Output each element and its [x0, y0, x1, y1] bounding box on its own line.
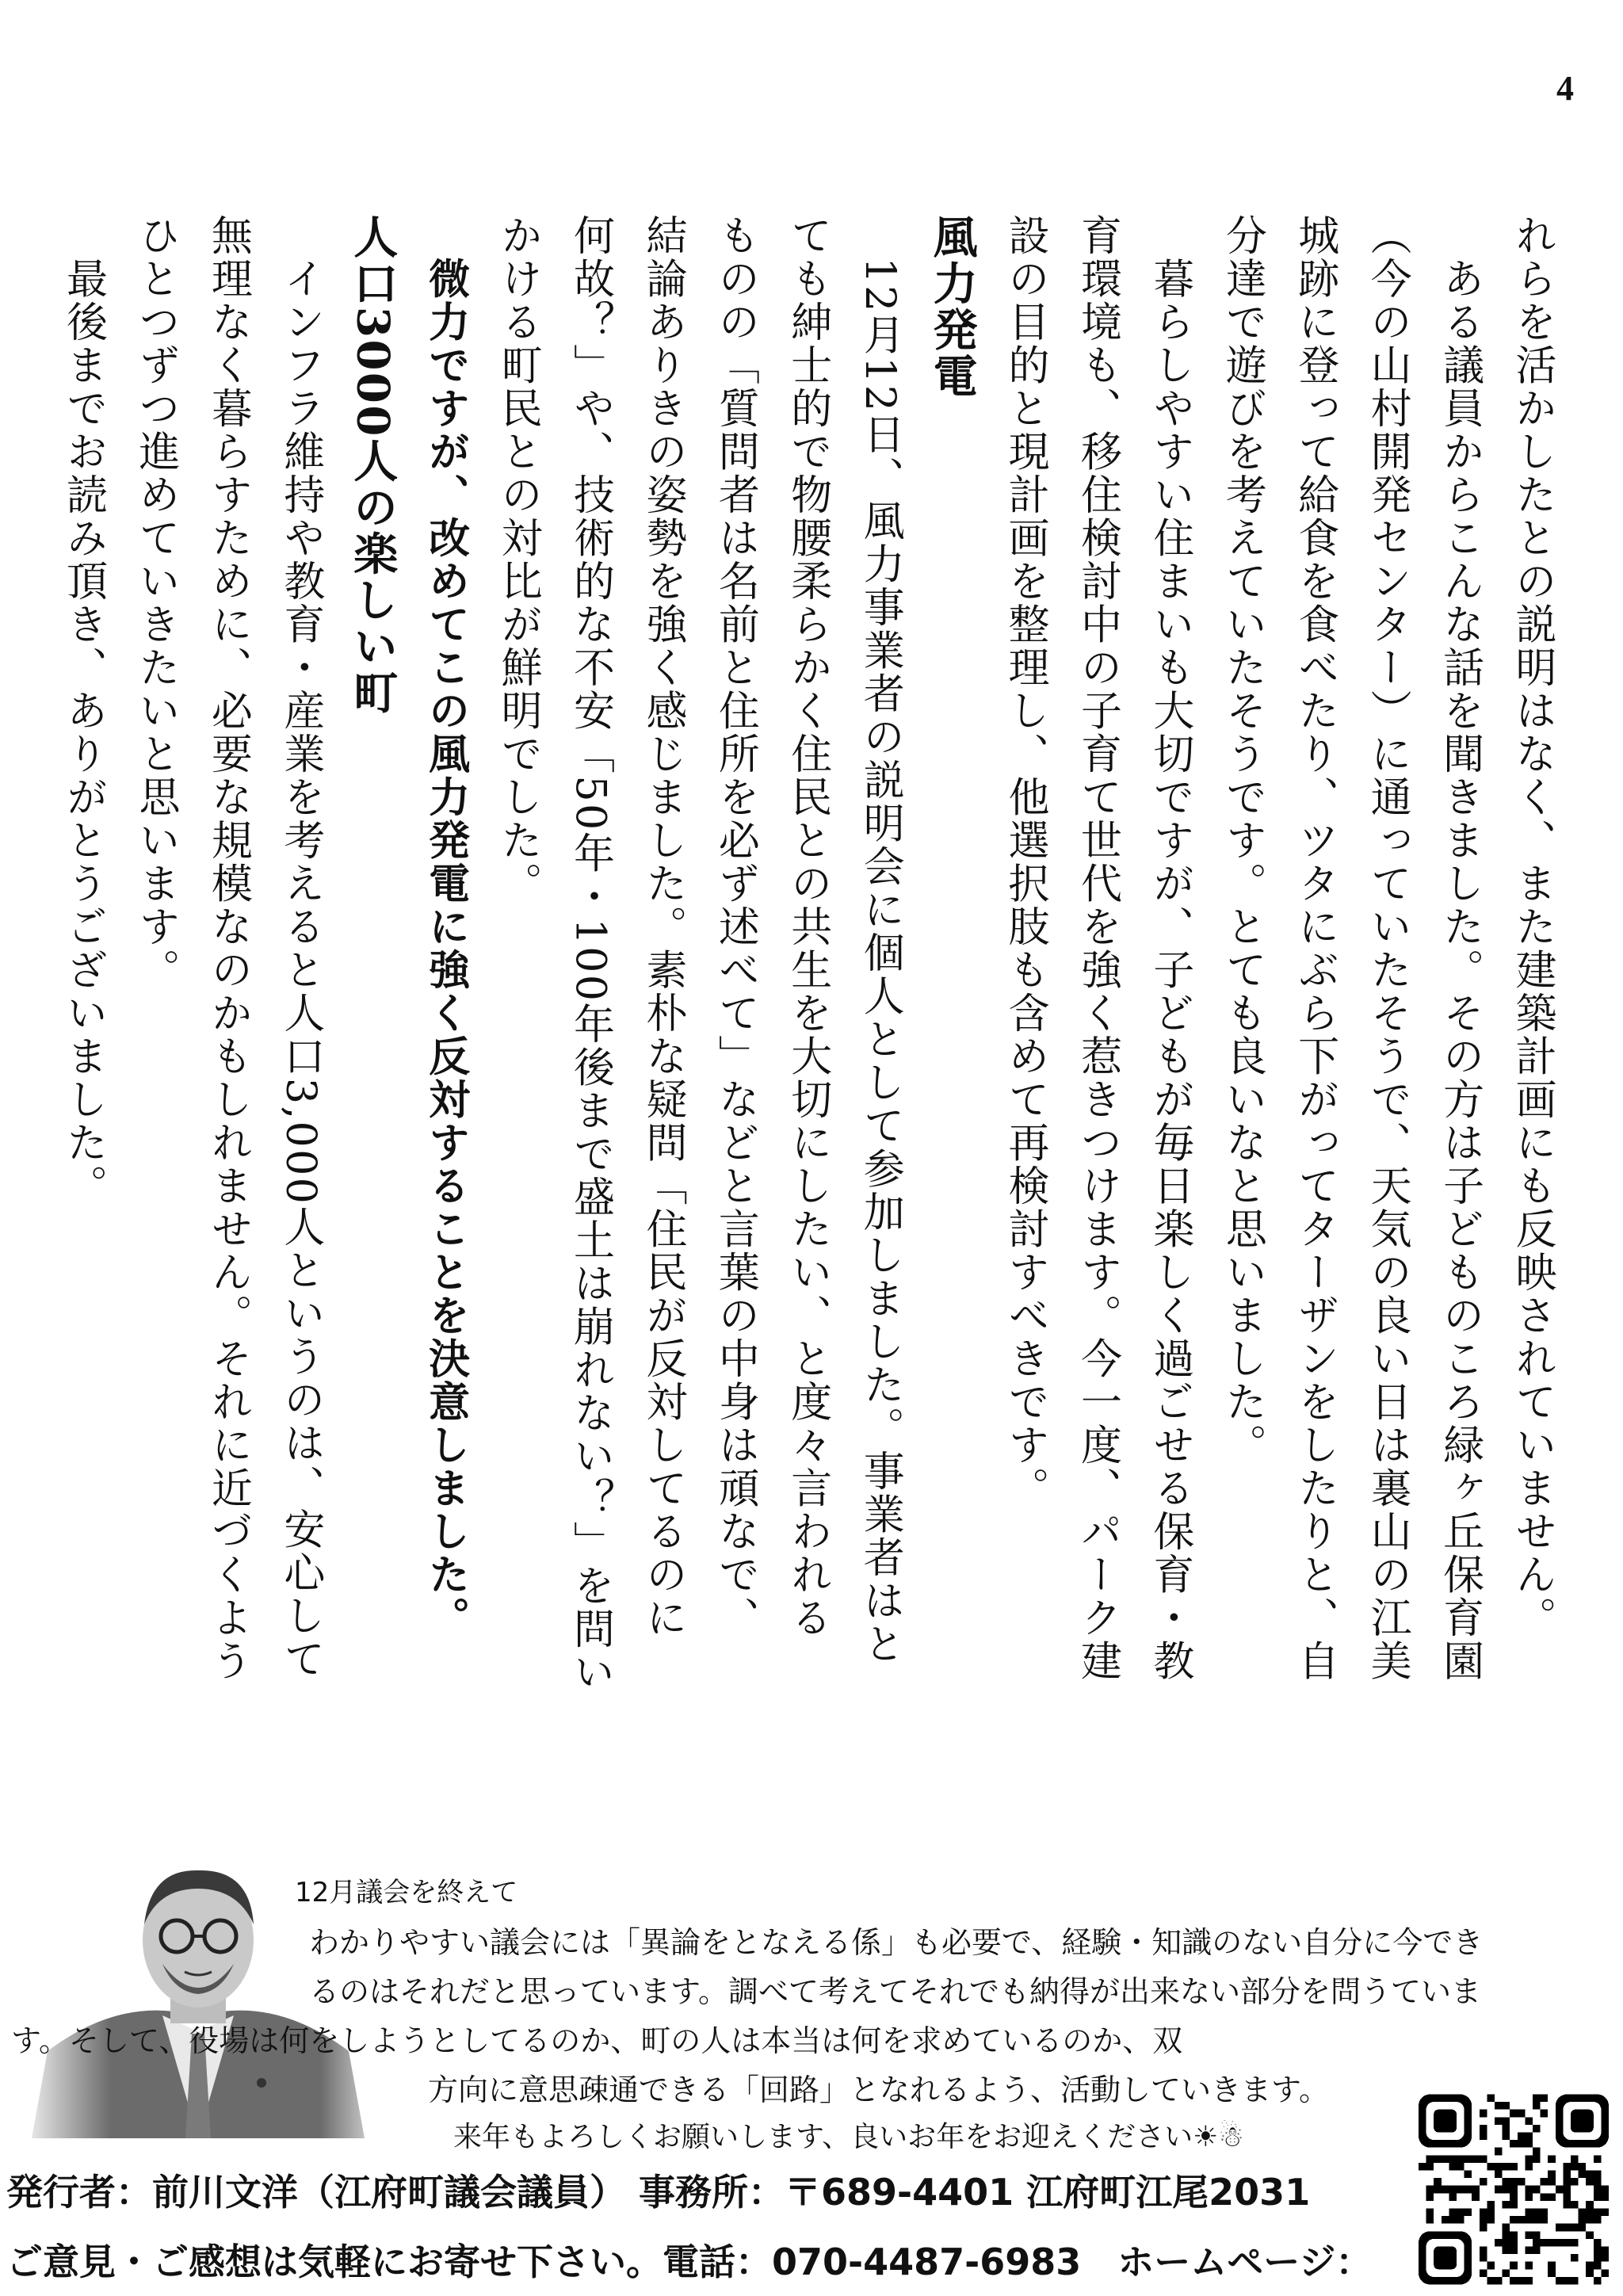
- section-heading: 人口3000人の楽しい町: [346, 214, 399, 716]
- qr-module: [1548, 2171, 1556, 2179]
- qr-module: [1503, 2201, 1510, 2209]
- qr-module: [1563, 2239, 1571, 2247]
- qr-module: [1518, 2277, 1526, 2285]
- article-column: インフラ維持や教育・産業を考えると人口3,000人というのは、安心して: [276, 257, 324, 1681]
- qr-module: [1525, 2277, 1533, 2285]
- qr-module: [1586, 2262, 1594, 2270]
- qr-module: [1533, 2125, 1541, 2133]
- qr-module: [1541, 2095, 1549, 2103]
- message-line-3: す。そして、役場は何をしようとしてるのか、町の人は本当は何を求めているのか、双: [11, 2023, 1183, 2058]
- qr-module: [1563, 2224, 1571, 2232]
- qr-module: [1601, 2254, 1609, 2262]
- qr-module: [1548, 2269, 1556, 2277]
- qr-module: [1525, 2231, 1533, 2239]
- qr-module: [1503, 2163, 1510, 2171]
- qr-module: [1556, 2277, 1564, 2285]
- qr-module: [1525, 2186, 1533, 2194]
- qr-module: [1442, 2155, 1449, 2163]
- article-column: 何故？」や、技術的な不安「50年・100年後まで盛土は崩れない？」を問い: [566, 214, 614, 1694]
- qr-module: [1601, 2193, 1609, 2201]
- qr-module: [1579, 2209, 1587, 2217]
- qr-module: [1563, 2163, 1571, 2171]
- qr-module: [1533, 2231, 1541, 2239]
- qr-module: [1510, 2193, 1518, 2201]
- qr-module: [1487, 2095, 1495, 2103]
- qr-module: [1533, 2239, 1541, 2247]
- qr-module: [1518, 2140, 1526, 2148]
- qr-module: [1548, 2178, 1556, 2186]
- article-column: 城跡に登って給食を食べたり、ツタにぶら下がってターザンをしたりと、自: [1290, 214, 1338, 1683]
- article-column: 無理なく暮らすために、必要な規模なのかもしれません。それに近づくよう: [204, 214, 252, 1683]
- article-column: 設の目的と現計画を整理し、他選択肢も含めて再検討すべきです。: [1001, 214, 1049, 1510]
- article-column: 最後までお読み頂き、ありがとうございました。: [59, 257, 107, 1208]
- qr-module: [1480, 2247, 1487, 2255]
- qr-module: [1518, 2133, 1526, 2141]
- qr-module: [1533, 2095, 1541, 2103]
- qr-module: [1541, 2110, 1549, 2118]
- qr-module: [1449, 2163, 1457, 2171]
- qr-module: [1449, 2209, 1457, 2217]
- qr-module: [1510, 2110, 1518, 2118]
- qr-module: [1579, 2171, 1587, 2179]
- qr-module: [1594, 2247, 1602, 2255]
- qr-module: [1579, 2216, 1587, 2224]
- qr-module: [1556, 2239, 1564, 2247]
- qr-module: [1563, 2277, 1571, 2285]
- qr-module: [1525, 2209, 1533, 2217]
- qr-module: [1586, 2209, 1594, 2217]
- qr-module: [1472, 2186, 1480, 2194]
- qr-module: [1495, 2102, 1503, 2110]
- qr-module: [1548, 2155, 1556, 2163]
- qr-module: [1503, 2186, 1510, 2194]
- contact-line: ご意見・ご感想は気軽にお寄せ下さい。電話：070-4487-6983 ホームページ：: [6, 2241, 1373, 2283]
- qr-module: [1472, 2155, 1480, 2163]
- article-column: 結論ありきの姿勢を強く感じました。素朴な疑問「住民が反対してるのに: [638, 214, 686, 1640]
- qr-module: [1503, 2117, 1510, 2125]
- qr-module: [1533, 2102, 1541, 2110]
- qr-module: [1503, 2269, 1510, 2277]
- qr-module: [1594, 2209, 1602, 2217]
- qr-module: [1487, 2277, 1495, 2285]
- qr-module: [1510, 2186, 1518, 2194]
- qr-module: [1541, 2193, 1549, 2201]
- qr-module: [1480, 2133, 1487, 2141]
- qr-module: [1541, 2209, 1549, 2217]
- qr-module: [1480, 2155, 1487, 2163]
- qr-module: [1518, 2110, 1526, 2118]
- article-column: れらを活かしたとの説明はなく、また建築計画にも反映されていません。: [1508, 214, 1556, 1640]
- qr-module: [1525, 2216, 1533, 2224]
- qr-module: [1426, 2209, 1434, 2217]
- qr-module: [1503, 2231, 1510, 2239]
- qr-module: [1525, 2117, 1533, 2125]
- qr-module: [1571, 2254, 1579, 2262]
- qr-module: [1457, 2186, 1465, 2194]
- qr-module: [1510, 2262, 1518, 2270]
- qr-module: [1533, 2155, 1541, 2163]
- qr-module: [1480, 2216, 1487, 2224]
- qr-module: [1487, 2209, 1495, 2217]
- qr-module: [1525, 2262, 1533, 2270]
- qr-module: [1571, 2163, 1579, 2171]
- publisher-info: [0, 2164, 1419, 2296]
- article-column: 12月12日、風力事業者の説明会に個人として参加しました。事業者はと: [856, 257, 904, 1666]
- qr-module: [1434, 2186, 1442, 2194]
- qr-module: [1510, 2247, 1518, 2255]
- qr-module: [1487, 2163, 1495, 2171]
- qr-module: [1594, 2193, 1602, 2201]
- qr-module: [1586, 2171, 1594, 2179]
- qr-module: [1594, 2254, 1602, 2262]
- qr-module: [1480, 2178, 1487, 2186]
- qr-module: [1503, 2178, 1510, 2186]
- qr-module: [1533, 2186, 1541, 2194]
- qr-module: [1449, 2186, 1457, 2194]
- qr-module: [1457, 2163, 1465, 2171]
- qr-module: [1442, 2216, 1449, 2224]
- article-column: ある議員からこんな話を聞きました。その方は子どものころ緑ヶ丘保育園: [1435, 257, 1484, 1683]
- qr-module: [1571, 2201, 1579, 2209]
- qr-module: [1426, 2163, 1434, 2171]
- qr-module: [1457, 2155, 1465, 2163]
- qr-module: [1442, 2186, 1449, 2194]
- qr-module: [1525, 2247, 1533, 2255]
- qr-module: [1480, 2110, 1487, 2118]
- qr-module: [1525, 2193, 1533, 2201]
- qr-module: [1571, 2277, 1579, 2285]
- qr-module: [1465, 2155, 1472, 2163]
- qr-code-icon[interactable]: [1419, 2092, 1609, 2286]
- qr-module: [1548, 2193, 1556, 2201]
- message-line-2: るのはそれだと思っています。調べて考えてそれでも納得が出来ない部分を問うていま: [309, 1974, 1481, 2009]
- article-column: 暮らしやすい住まいも大切ですが、子どもが毎日楽しく過ごせる保育・教: [1145, 257, 1193, 1683]
- qr-module: [1533, 2148, 1541, 2156]
- qr-module: [1487, 2201, 1495, 2209]
- article-column: 微力ですが、改めてこの風力発電に強く反対することを決意しました。: [421, 257, 470, 1640]
- qr-module: [1465, 2171, 1472, 2179]
- qr-module: [1449, 2216, 1457, 2224]
- qr-module: [1510, 2163, 1518, 2171]
- qr-module: [1563, 2178, 1571, 2186]
- qr-module: [1586, 2178, 1594, 2186]
- article-body: [48, 214, 1569, 1807]
- qr-module: [1465, 2209, 1472, 2217]
- qr-module: [1571, 2239, 1579, 2247]
- qr-module: [1571, 2155, 1579, 2163]
- qr-module: [1426, 2193, 1434, 2201]
- qr-module: [1503, 2125, 1510, 2133]
- qr-module: [1426, 2186, 1434, 2194]
- qr-module: [1533, 2209, 1541, 2217]
- qr-module: [1541, 2216, 1549, 2224]
- qr-module: [1594, 2178, 1602, 2186]
- qr-module: [1586, 2216, 1594, 2224]
- qr-module: [1541, 2239, 1549, 2247]
- qr-module: [1510, 2277, 1518, 2285]
- qr-module: [1579, 2163, 1587, 2171]
- qr-module: [1518, 2178, 1526, 2186]
- qr-module: [1556, 2186, 1564, 2194]
- qr-module: [1571, 2178, 1579, 2186]
- qr-module: [1419, 2163, 1426, 2171]
- qr-module: [1449, 2193, 1457, 2201]
- message-line-5: 来年もよろしくお願いします、良いお年をお迎えください☀☃: [453, 2121, 1244, 2153]
- qr-module: [1487, 2262, 1495, 2270]
- message-line-1: わかりやすい議会には「異論をとなえる係」も必要で、経験・知識のない自分に今でき: [309, 1925, 1484, 1960]
- qr-module: [1518, 2216, 1526, 2224]
- qr-module: [1563, 2171, 1571, 2179]
- qr-module: [1601, 2247, 1609, 2255]
- qr-module: [1556, 2224, 1564, 2232]
- qr-module: [1525, 2140, 1533, 2148]
- qr-module: [1525, 2133, 1533, 2141]
- qr-module: [1510, 2201, 1518, 2209]
- qr-module: [1480, 2209, 1487, 2217]
- message-line-4: 方向に意思疎通できる「回路」となれるよう、活動していきます。: [428, 2073, 1329, 2107]
- qr-module: [1510, 2239, 1518, 2247]
- qr-module: [1563, 2201, 1571, 2209]
- qr-module: [1503, 2133, 1510, 2141]
- qr-module: [1594, 2155, 1602, 2163]
- publisher-line: 発行者：前川文洋（江府町議会議員） 事務所：〒689-4401 江府町江尾2031: [6, 2171, 1311, 2214]
- qr-module: [1449, 2155, 1457, 2163]
- qr-module: [1495, 2239, 1503, 2247]
- qr-module: [1495, 2277, 1503, 2285]
- qr-module: [1495, 2117, 1503, 2125]
- article-column: ても紳士的で物腰柔らかく住民との共生を大切にしたい、と度々言われる: [783, 214, 831, 1640]
- qr-module: [1601, 2269, 1609, 2277]
- article-column: かける町民との対比が鮮明でした。: [494, 214, 542, 905]
- qr-module: [1480, 2254, 1487, 2262]
- page-number: 4: [1556, 69, 1574, 108]
- qr-module: [1472, 2193, 1480, 2201]
- qr-module: [1594, 2262, 1602, 2270]
- qr-module: [1457, 2209, 1465, 2217]
- qr-module: [1487, 2216, 1495, 2224]
- qr-module: [1594, 2171, 1602, 2179]
- qr-module: [1579, 2224, 1587, 2232]
- qr-module: [1594, 2186, 1602, 2194]
- qr-module: [1525, 2163, 1533, 2171]
- qr-module: [1503, 2102, 1510, 2110]
- qr-module: [1457, 2216, 1465, 2224]
- qr-module: [1503, 2224, 1510, 2232]
- qr-module: [1533, 2216, 1541, 2224]
- qr-module: [1495, 2163, 1503, 2171]
- qr-module: [1533, 2247, 1541, 2255]
- article-column: 育環境も、移住検討中の子育て世代を強く惹きつけます。今一度、パーク建: [1073, 214, 1121, 1683]
- qr-module: [1563, 2193, 1571, 2201]
- qr-module: [1480, 2269, 1487, 2277]
- qr-module: [1426, 2216, 1434, 2224]
- qr-module: [1510, 2231, 1518, 2239]
- article-column: ものの「質問者は名前と住所を必ず述べて」などと言葉の中身は頑なで、: [711, 214, 759, 1640]
- qr-module: [1601, 2209, 1609, 2217]
- qr-module: [1563, 2186, 1571, 2194]
- qr-module: [1601, 2186, 1609, 2194]
- qr-module: [1426, 2155, 1434, 2163]
- article-column: （今の山村開発センター）に通っていたそうで、天気の良い日は裏山の江美: [1363, 214, 1411, 1683]
- qr-module: [1571, 2224, 1579, 2232]
- qr-module: [1525, 2155, 1533, 2163]
- qr-module: [1510, 2178, 1518, 2186]
- qr-module: [1586, 2201, 1594, 2209]
- qr-module: [1594, 2216, 1602, 2224]
- article-column: 分達で遊びを考えていたそうです。とても良いなと思いました。: [1218, 214, 1266, 1467]
- qr-module: [1495, 2171, 1503, 2179]
- qr-module: [1434, 2155, 1442, 2163]
- qr-module: [1548, 2239, 1556, 2247]
- qr-module: [1594, 2239, 1602, 2247]
- qr-module: [1495, 2186, 1503, 2194]
- qr-module: [1548, 2262, 1556, 2270]
- qr-module: [1480, 2224, 1487, 2232]
- qr-module: [1510, 2216, 1518, 2224]
- qr-module: [1495, 2148, 1503, 2156]
- qr-module: [1503, 2239, 1510, 2247]
- qr-module: [1480, 2125, 1487, 2133]
- qr-module: [1586, 2231, 1594, 2239]
- qr-module: [1465, 2186, 1472, 2194]
- qr-module: [1434, 2178, 1442, 2186]
- qr-module: [1586, 2269, 1594, 2277]
- qr-module: [1541, 2178, 1549, 2186]
- qr-module: [1503, 2247, 1510, 2255]
- section-heading: 風力発電: [926, 214, 979, 399]
- article-column: ひとつずつ進めていきたいと思います。: [131, 214, 179, 991]
- qr-module: [1594, 2277, 1602, 2285]
- message-title: 12月議会を終えて: [295, 1877, 518, 1908]
- qr-module: [1510, 2140, 1518, 2148]
